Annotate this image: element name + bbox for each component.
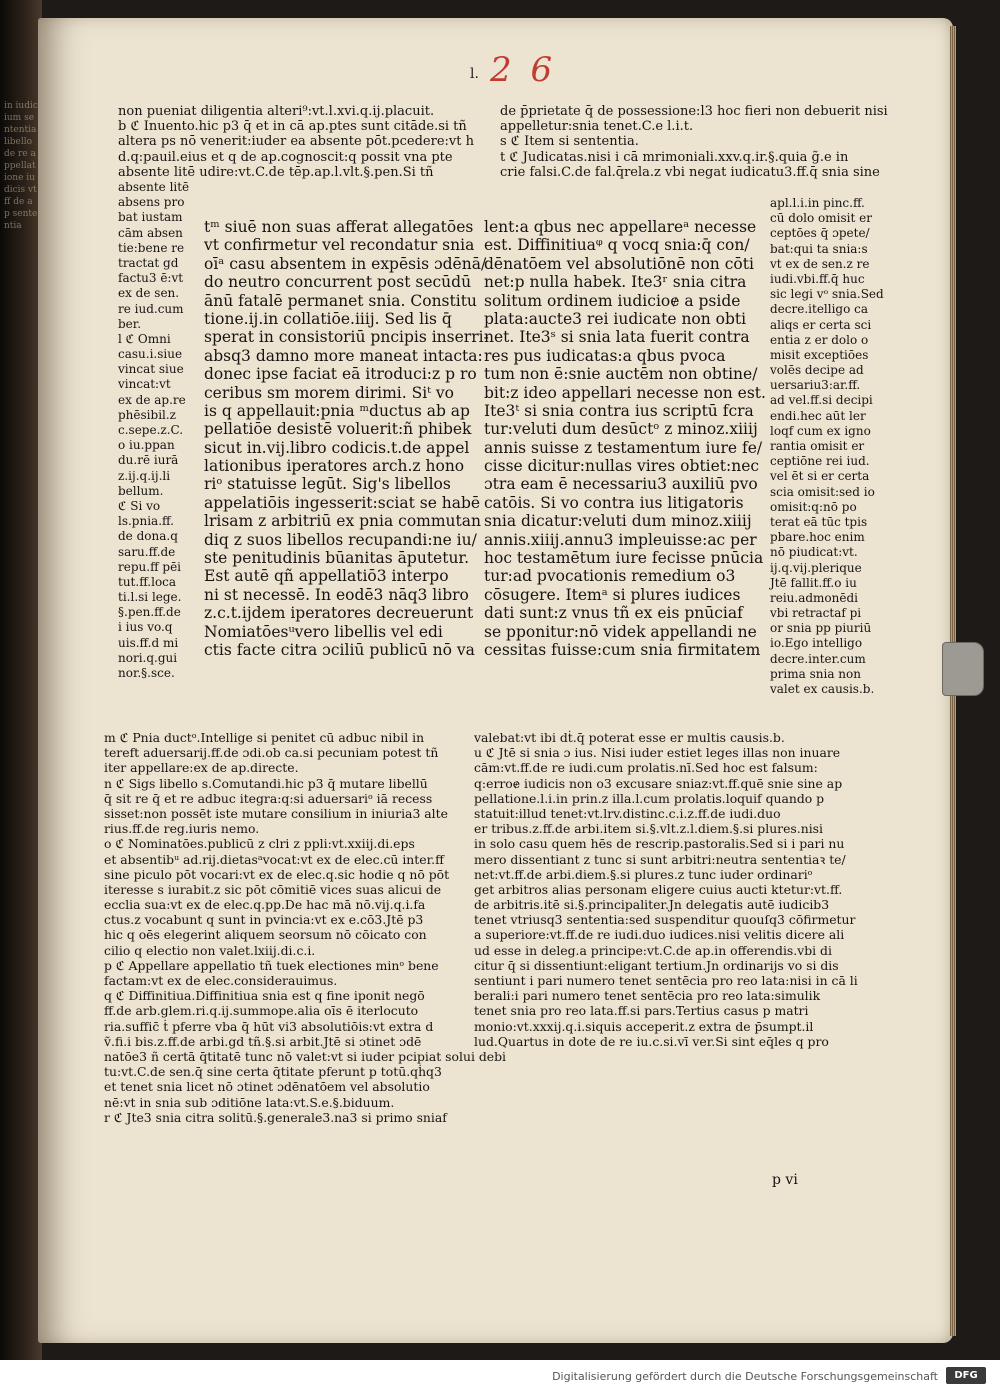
dfg-logo: DFG (946, 1367, 986, 1384)
text-line: lrisam z arbitriū ex pnia commutan (204, 512, 481, 531)
text-line: lud.Quartus in dote de re iu.c.si.vī ver.Si sint eq̄les q pro (474, 1033, 829, 1049)
text-line: ecclia sua:vt ex de elec.q.pp.De hac mā nō.vij.q.i.fa (104, 897, 426, 913)
text-line: cōsugere. Itemᵃ si plures iudices (484, 585, 741, 604)
text-line: or snia pp piuriū (770, 621, 872, 636)
text-line: factu3 ē:vt (118, 271, 184, 286)
text-line: u ℭ Jtē si snia ɔ ius. Nisi iuder estiet leges illas non inuare (474, 745, 841, 761)
text-line: annis.xiiij.annu3 impleuisse:ac per (484, 530, 757, 549)
text-line: do neutro concurrent post secūdū (204, 273, 472, 292)
text-line: du.rē iurā (118, 453, 179, 468)
text-line: ctus.z vocabunt q sunt in pvincia:vt ex e.cō3.Jtē p3 (104, 912, 424, 928)
main-text-column-2 (484, 218, 764, 659)
text-line: de arbitris.itē si.§.principaliter.Jn delegatis autē iudicib3 (474, 897, 830, 913)
text-line: endi.hec aūt ler (770, 408, 866, 423)
text-line: citur q̄ si dissentiunt:eligant tertium.Jn ordinarijs vo si dis (474, 957, 839, 973)
gloss-right-margin (770, 196, 888, 697)
text-line: re iud.cum (118, 301, 184, 316)
text-line: tur:veluti dum desūctᵒ z minoz.xiiij (484, 420, 758, 439)
text-line: Est autē qñ appellatiō3 interpo (204, 567, 449, 586)
text-line: ti.l.si lege. (118, 590, 182, 605)
text-line: et absentibᵘ ad.rij.dietasᵃvocat:vt ex de elec.cū inter.ff (104, 851, 444, 867)
text-line: sisset:non possēt iste mutare consilium in iniuria3 alte (104, 805, 448, 821)
text-line: ceptōes q̄ ɔpete/ (770, 226, 870, 241)
text-line: o iu.ppan (118, 438, 175, 453)
text-line: hic q oēs elegerint aliquem seorsum nō cōicato con (104, 927, 427, 943)
text-line: natōe3 ñ certā q̄titatē tunc nō valet:vt si iuder pcipiat solui debi (104, 1048, 507, 1064)
text-line: bit:z ideo appellari necesse non est. (484, 383, 766, 402)
text-line: dēnatōem vel absolutiōnē non cōti (484, 254, 754, 273)
text-line: annis suisse z testamentum iure fe/ (484, 438, 763, 457)
text-line: valebat:vt ibi dṫ.q̄ poterat esse er multis causis.b. (474, 730, 785, 745)
text-line: absens pro (118, 195, 185, 210)
text-line: pellatiōe desistē voluerit:ñ phibek (204, 420, 472, 439)
text-line: ij.q.vij.plerique (770, 560, 862, 575)
text-line: tereft aduersarij.ff.de ɔdi.ob ca.si pecuniam potest tñ (104, 745, 439, 761)
text-line: tenet snia pro reo lata.ff.si pars.Tertius casus p matri (474, 1003, 809, 1019)
text-line: c.sepe.z.C. (118, 423, 184, 437)
text-line: a superiore:vt.ff.de re iudi.duo iudices.nisi velitis dicere ali (474, 927, 845, 943)
text-line: rantia omisit er (770, 439, 865, 453)
text-line: net:vt.ff.de arbi.diem.§.si plures.z tunc iuder ordinariᵒ (474, 866, 813, 882)
text-line: Jtē fallit.ff.o iu (770, 575, 857, 590)
text-line: ceribus sm morem dirimi. Siᵗ vo (204, 383, 454, 402)
text-line: cessitas fuisse:cum snia firmitatem (484, 640, 761, 659)
text-line: q:erroɇ iudicis non o3 excusare sniaz:vt.ff.quē snie sine ap (474, 775, 843, 791)
text-line: repu.ff pēi (118, 559, 182, 574)
text-line: misit exceptiōes (770, 347, 869, 362)
text-line: statuit:illud tenet:vt.lrv.distinc.c.i.z.ff.de iudi.duo (474, 805, 781, 821)
text-line: tione.ij.in collatiōe.iiij. Sed lis q̄ (204, 309, 452, 328)
text-line: ℭ Si vo (118, 498, 161, 513)
text-line: ex de ap.re (118, 392, 186, 407)
text-line: non pueniat diligentia alteri⁹:vt.l.xvi.q.ij.placuit. (118, 104, 435, 119)
text-line: er tribus.z.ff.de arbi.item si.§.vlt.z.l.diem.§.si plures.nisi (474, 821, 823, 837)
text-line: monio:vt.xxxij.q.i.siquis acceperit.z extra de p̄sumpt.il (474, 1018, 814, 1034)
text-line: absente litē (118, 180, 190, 194)
text-line: scia omisit:sed io (770, 484, 875, 499)
text-line: phēsibil.z (118, 407, 177, 422)
text-line: iteresse s iurabit.z sic pōt cōmitiē vices suas alicui de (104, 881, 442, 897)
main-text-column-1 (204, 218, 489, 659)
text-line: tut.ff.loca (118, 574, 177, 589)
bookmark-tab (942, 642, 984, 696)
footer-credit: Digitalisierung gefördert durch die Deutsche Forschungsgemeinschaft (552, 1370, 938, 1383)
text-line: factam:vt ex de elec.considerauimus. (104, 973, 338, 988)
text-line: n ℭ Sigs libello s.Comutandi.hic p3 q̄ mutare libellū (104, 775, 428, 791)
text-line: pellatione.l.i.in prin.z illa.l.cum prolatis.loquif quando p (474, 790, 825, 806)
text-line: prima snia non (770, 666, 861, 681)
text-line: Nomiatōesᵘvero libellis vel edi (204, 622, 443, 641)
signature-mark: p vi (772, 1172, 798, 1188)
text-line: Ite3ᵗ si snia contra ius scriptū fcra (484, 401, 754, 420)
text-line: rius.ff.de reg.iuris nemo. (104, 821, 260, 837)
text-line: ff.de arb.glem.ri.q.ij.summope.alia oīs ē iterlocuto (104, 1003, 419, 1019)
text-line: est. Diffinitiuaᵠ q vocq snia:q̄ con/ (484, 236, 750, 255)
text-line: z.ij.q.ij.li (118, 468, 171, 483)
text-line: tie:bene re (118, 240, 185, 255)
text-line: decre.inter.cum (770, 651, 866, 666)
text-line: q ℭ Diffinitiua.Diffinitiua snia est q fine iponit negō (104, 988, 425, 1004)
folio-prefix: l. (470, 66, 479, 82)
text-line: tu:vt.C.de sen.q̄ sine certa q̄titate pferunt p totū.qḣq3 (104, 1064, 442, 1080)
text-line: ɔtra eam ē necessariu3 auxiliū pvo (484, 475, 758, 494)
text-line: net:p nulla habek. Ite3ʳ snia citra (484, 273, 747, 292)
text-line: b ℭ Inuento.hic p3 q̄ et in cā ap.ptes sunt citāde.si tñ (118, 119, 467, 135)
text-line: crie falsi.C.de fal.q̄rela.z vbi negat iudicatu3.ff.q̄ snia sine (500, 164, 880, 180)
text-line: uersariu3:ar.ff. (770, 378, 861, 393)
text-line: ctis facte citra ɔciliū publicū nō va (204, 640, 475, 659)
text-line: is q appellauit:pnia ᵐductus ab ap (204, 401, 470, 420)
text-line: o ℭ Nominatōes.publicū z clri z ppli:vt.xxiij.di.eps (104, 836, 415, 852)
text-line: s ℭ Item si sententia. (500, 134, 639, 150)
text-line: mero dissentiant z tunc si sunt arbitri:neutra sententiaꝛ te/ (474, 851, 846, 867)
text-line: riᵒ statuisse legūt. Sig's libellos (204, 475, 451, 494)
text-line: valet ex causis.b. (770, 682, 875, 696)
text-line: §.pen.ff.de (118, 605, 181, 620)
text-line: de p̄prietate q̄ de possessione:l3 hoc fieri non debuerit nisi (500, 104, 888, 119)
text-line: ceptiōne rei iud. (770, 454, 870, 469)
text-line: dati sunt:z vnus tñ ex eis pnūciaf (484, 604, 743, 623)
text-line: snia dicatur:veluti dum minoz.xiiij (484, 512, 752, 531)
text-line: reiu.admonēdi (770, 590, 859, 605)
text-line: iter appellare:ex de ap.directe. (104, 760, 299, 776)
text-line: sic legi vᵒ snia.Sed (770, 287, 884, 302)
text-line: altera ps nō venerit:iuder ea absente pōt.pcedere:vt h (118, 134, 474, 150)
gloss-left-margin (118, 180, 200, 681)
text-line: catōis. Si vo contra ius litigatoris (484, 493, 744, 512)
text-line: absq3 damno more maneat intacta: (204, 346, 483, 365)
text-line: appelletur:snia tenet.C.e l.i.t. (500, 119, 694, 135)
text-line: cām absen (118, 225, 183, 240)
text-line: solitum ordinem iudicioɇ a pside (484, 291, 741, 310)
text-line: cisse dicitur:nullas vires obtiet:nec (484, 457, 760, 476)
text-line: nori.q.gui (118, 650, 178, 665)
text-line: r ℭ Jte3 snia citra solitū.§.generale3.na3 si primo sniaf (104, 1109, 447, 1125)
text-line: apl.l.i.in pinc.ff. (770, 196, 865, 210)
text-line: io.Ego intelligo (770, 636, 863, 651)
text-line: sicut in.vij.libro codicis.t.de appel (204, 438, 470, 457)
text-line: oīᵃ casu absentem in expēsis ɔdēnā/ (204, 254, 487, 273)
text-line: ud esse in deleg.a principe:vt.C.de ap.in offerendis.vbi di (474, 942, 832, 958)
text-line: q̄ sit re q̄ et re adbuc itegra:q:si aduersariᵒ iā recess (104, 790, 433, 806)
text-line: tur:ad pvocationis remedium o3 (484, 567, 736, 586)
text-line: donec ipse faciat eā itroduci:z p ro (204, 365, 477, 384)
text-line: vel ēt si er certa (770, 469, 870, 484)
text-line: diq z suos libellos recupandi:ne iu/ (204, 530, 477, 549)
text-line: ad vel.ff.si decipi (770, 393, 873, 408)
text-line: sperat in consistoriū pncipis inserri- (204, 328, 489, 347)
text-line: ānū fatalē permanet snia. Constitu (204, 291, 477, 310)
text-line: vt confirmetur vel recondatur snia (204, 236, 475, 255)
text-line: ex de sen. (118, 286, 180, 301)
text-line: d.q:pauil.eius et q de ap.cognoscit:q possit vna pte (118, 149, 453, 165)
text-line: vt ex de sen.z re (770, 256, 870, 271)
book-spine (0, 0, 42, 1360)
text-line: bat:qui ta snia:s (770, 241, 868, 256)
text-line: loqf cum ex igno (770, 423, 871, 438)
text-line: cū dolo omisit er (770, 211, 872, 226)
text-line: m ℭ Pnia ductᵒ.Intellige si penitet cū adbuc nibil in (104, 730, 425, 745)
text-line: p ℭ Appellare appellatio tñ tuek electiones minᵒ bene (104, 957, 439, 973)
text-line: tenet vtriusq3 sententia:sed suspenditur quouſq3 cōfirmetur (474, 912, 856, 928)
text-line: terat eā tūc tpis (770, 514, 868, 529)
text-line: l ℭ Omni (118, 331, 171, 346)
folio-number: 2 6 (490, 50, 557, 90)
facing-page-text: in iudicium sententia libello de re appellatione iudicis vt ff de ap sententia (4, 101, 38, 231)
text-line: entia z er dolo o (770, 332, 869, 347)
text-line: get arbitros alias personam eligere cuius aucti ktetur:vt.ff. (474, 881, 843, 897)
text-line: et tenet snia licet nō ɔtinet ɔdēnatōem vel absolutio (104, 1079, 430, 1095)
text-line: sine piculo pōt vocari:vt ex de elec.q.sic hodie q nō pōt (104, 866, 450, 882)
text-line: aliqs er certa sci (770, 317, 872, 332)
text-line: nor.§.sce. (118, 666, 175, 680)
text-line: plata:aucte3 rei iudicate non obti (484, 309, 747, 328)
text-line: omisit:q:nō po (770, 499, 857, 514)
text-line: i ius vo.q (118, 620, 173, 635)
text-line: ste penitudinis būanitas āputetur. (204, 549, 470, 568)
text-line: res pus iudicatas:a qbus pvoca (484, 346, 726, 365)
text-line: bellum. (118, 483, 164, 498)
text-line: ṽ.fi.i bis.z.ff.de arbi.gd tñ.§.si arbit.Jtē si ɔtinet ɔdē (104, 1033, 422, 1049)
gloss-bottom-left (104, 730, 507, 1125)
text-line: iudi.vbi.ff.q̄ huc (770, 271, 865, 286)
text-line: appelatiōis ingesserit:sciat se habē (204, 493, 481, 512)
text-line: hoc testamētum iure fecisse pnūcia (484, 549, 764, 568)
text-line: uis.ff.d mi (118, 635, 179, 650)
text-line: t ℭ Judicatas.nisi i cā mrimoniali.xxv.q.ir.§.quia g̃.e in (500, 149, 849, 165)
text-line: cām:vt.ff.de re iudi.cum prolatis.nī.Sed hoc est falsum: (474, 760, 818, 776)
text-line: volēs decipe ad (770, 363, 864, 378)
text-line: ls.pnia.ff. (118, 514, 174, 529)
gloss-top-right (500, 104, 888, 180)
text-line: vincat:vt (118, 377, 171, 392)
text-line: tum non ē:snie auctēm non obtine/ (484, 365, 758, 384)
text-line: decre.itelligo ca (770, 302, 869, 317)
text-line: lent:a qbus nec appellareᵃ necesse (484, 218, 757, 236)
text-line: berali:i pari numero tenet sentēcia pro reo lata:simulik (474, 988, 821, 1004)
text-line: vbi retractaf pi (770, 606, 862, 621)
text-line: ni st necessē. In eodē3 nāq3 libro (204, 585, 469, 604)
text-line: z.c.t.ijdem iperatores decreuerunt (204, 604, 474, 623)
text-line: lationibus iperatores arch.z hono (204, 457, 465, 476)
text-line: nō piudicat:vt. (770, 545, 858, 560)
text-line: saru.ff.de (118, 544, 176, 559)
text-line: tractat gd (118, 255, 179, 270)
gloss-bottom-right (474, 730, 866, 1049)
text-line: casu.i.siue (118, 347, 183, 362)
text-line: cilio q electio non valet.lxiij.di.c.i. (104, 942, 316, 958)
text-line: net. Ite3ˢ si snia lata fuerit contra (484, 328, 750, 347)
text-line: bat iustam (118, 210, 183, 225)
text-line: ber. (118, 316, 142, 331)
gloss-top-left (118, 104, 474, 180)
text-line: in solo casu quem hēs de rescrip.pastoralis.Sed si i pari nu (474, 836, 845, 852)
text-line: se pponitur:nō videk appellandi ne (484, 622, 757, 641)
text-line: sentiunt i pari numero tenet sentēcia pro reo lata:nisi in cā li (474, 973, 858, 988)
text-line: pbare.hoc enim (770, 530, 865, 545)
text-line: absente litē udire:vt.C.de tēp.ap.l.vlt.§.pen.Si tñ (118, 164, 434, 180)
text-line: de dona.q (118, 529, 178, 544)
text-line: nē:vt in snia sub ɔditiōne lata:vt.S.e.§.biduum. (104, 1094, 395, 1110)
text-line: tᵐ siuē non suas afferat allegatōes (204, 218, 474, 236)
footer-bar (0, 1360, 1000, 1391)
text-line: vincat siue (118, 362, 184, 377)
text-line: ria.suffic̄ ṫ pferre vba q̄ hūt vi3 absolutiōis:vt extra d (104, 1018, 434, 1034)
